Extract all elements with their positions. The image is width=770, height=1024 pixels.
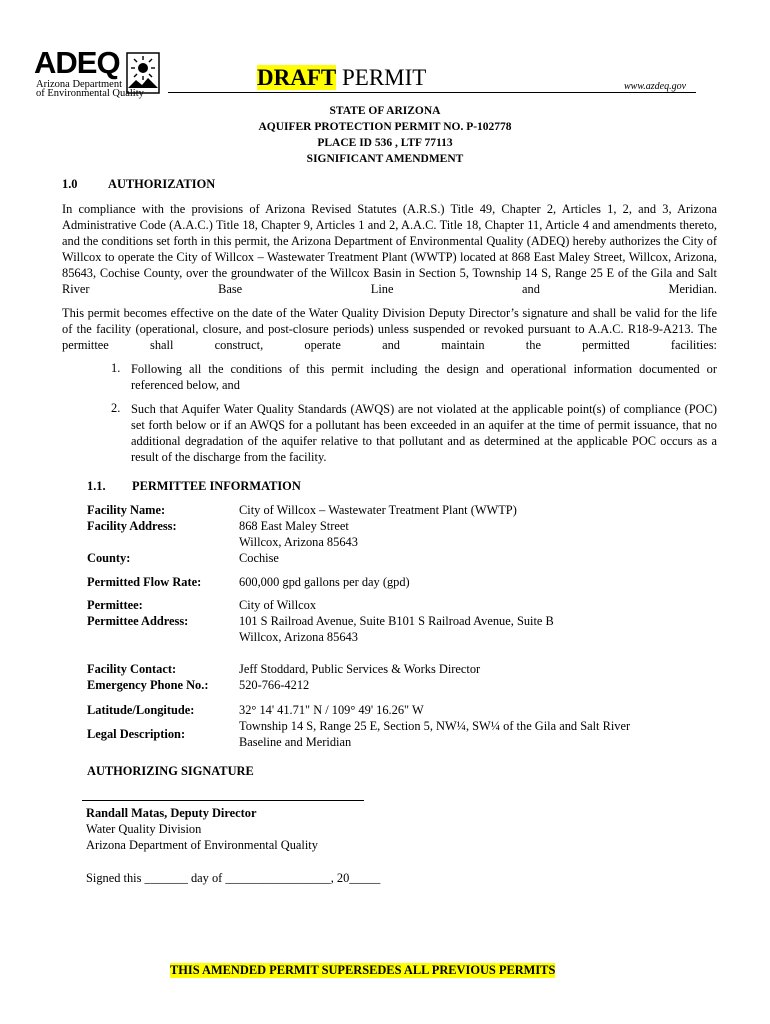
list-item-number: 1. (111, 361, 121, 375)
emergency-phone-value: 520-766-4212 (239, 678, 310, 692)
permittee-address-line2: Willcox, Arizona 85643 (239, 630, 358, 644)
signature-line (82, 800, 364, 801)
facility-contact-value: Jeff Stoddard, Public Services & Works Director (239, 662, 481, 676)
permittee-value: City of Willcox (239, 598, 317, 612)
list-item: Such that Aquifer Water Quality Standards (AWQS) are not violated at the applicable point(s) of compliance (POC) set forth below or if an AWQS for a pollutant has been exceeded in an aquifer at the time of permit issuance, that no additional degradation of the aquifer relative to that pollutant and as determined at the applicable POC occurs as a result of the discharge from the facility. (131, 402, 717, 464)
section-title: AUTHORIZATION (108, 177, 216, 191)
signatory-name: Randall Matas, Deputy Director (86, 806, 257, 820)
county-label: County: (87, 551, 131, 565)
draft-highlight: DRAFT (257, 65, 337, 90)
signed-date-line: Signed this _______ day of _________________, 20_____ (86, 871, 381, 885)
section-number: 1.0 (62, 177, 78, 191)
facility-address-line1: 868 East Maley Street (239, 519, 349, 533)
subsection-title: PERMITTEE INFORMATION (132, 479, 301, 493)
facility-address-line2: Willcox, Arizona 85643 (239, 535, 358, 549)
permittee-label: Permittee: (87, 598, 143, 612)
facility-name-label: Facility Name: (87, 503, 166, 517)
website-link[interactable]: www.azdeq.gov (624, 81, 687, 92)
title-place-id: PLACE ID 536 , LTF 77113 (317, 137, 453, 149)
logo-wordmark: ADEQ (34, 45, 120, 80)
facility-address-label: Facility Address: (87, 519, 177, 533)
flow-rate-label: Permitted Flow Rate: (87, 575, 202, 589)
subsection-number: 1.1. (87, 479, 106, 493)
list-item: Following all the conditions of this permit including the design and operational information documented or referenced below, and (131, 362, 717, 392)
title-state: STATE OF ARIZONA (329, 105, 441, 117)
legal-description-line1: Township 14 S, Range 25 E, Section 5, NW¼, SW¼ of the Gila and Salt River (239, 719, 631, 733)
logo-line-1: Arizona Department (36, 79, 123, 90)
header-rule (168, 92, 696, 93)
legal-description-line2: Baseline and Meridian (239, 735, 352, 749)
effective-paragraph: This permit becomes effective on the date of the Water Quality Division Deputy Director’s signature and shall be valid for the life of the facility (operational, closure, and post-closure periods) unless suspended or revoked pursuant to A.A.C. R18-9-A213. The permittee shall construct, operate and maintain the permitted facilities: (62, 306, 717, 352)
emergency-phone-label: Emergency Phone No.: (87, 678, 209, 692)
title-permit-number: AQUIFER PROTECTION PERMIT NO. P-102778 (258, 121, 512, 133)
signatory-division: Water Quality Division (86, 822, 202, 836)
permit-word: PERMIT (336, 65, 427, 90)
flow-rate-value: 600,000 gpd gallons per day (gpd) (239, 575, 410, 589)
logo-line-2: of Environmental Quality (36, 88, 144, 99)
legal-description-label: Legal Description: (87, 727, 186, 741)
lat-long-label: Latitude/Longitude: (87, 703, 195, 717)
supersede-notice: THIS AMENDED PERMIT SUPERSEDES ALL PREVIOUS PERMITS (170, 963, 556, 977)
signature-heading: AUTHORIZING SIGNATURE (87, 764, 254, 778)
facility-name-value: City of Willcox – Wastewater Treatment Plant (WWTP) (239, 503, 517, 517)
authorization-paragraph: In compliance with the provisions of Arizona Revised Statutes (A.R.S.) Title 49, Chapter 2, Articles 1, 2, and 3, Arizona Administrative Code (A.A.C.) Title 18, Chapter 9, Articles 1 and 2, A.A.C. Title 18, Chapter 11, Article 4 and amendments thereto, and the conditions set forth in this permit, the Arizona Department of Environmental Quality (ADEQ) hereby authorizes the City of Willcox to operate the City of Willcox – Wastewater Treatment Plant (WWTP) located at 868 East Maley Street, Willcox, Arizona, 85643, Cochise County, over the groundwater of the Willcox Basin in Section 5, Township 14 S, Range 25 E of the Gila and Salt River Base Line and Meridian. (62, 202, 717, 296)
list-item-number: 2. (111, 401, 121, 415)
permittee-address-label: Permittee Address: (87, 614, 189, 628)
adeq-logo (34, 45, 160, 99)
signatory-department: Arizona Department of Environmental Quality (86, 838, 318, 852)
facility-contact-label: Facility Contact: (87, 662, 177, 676)
title-amendment: SIGNIFICANT AMENDMENT (306, 153, 464, 165)
county-value: Cochise (239, 551, 279, 565)
permittee-address-line1: 101 S Railroad Avenue, Suite B101 S Railroad Avenue, Suite B (239, 614, 554, 628)
document-heading (257, 64, 426, 92)
lat-long-value: 32° 14' 41.71" N / 109° 49' 16.26" W (239, 703, 424, 717)
